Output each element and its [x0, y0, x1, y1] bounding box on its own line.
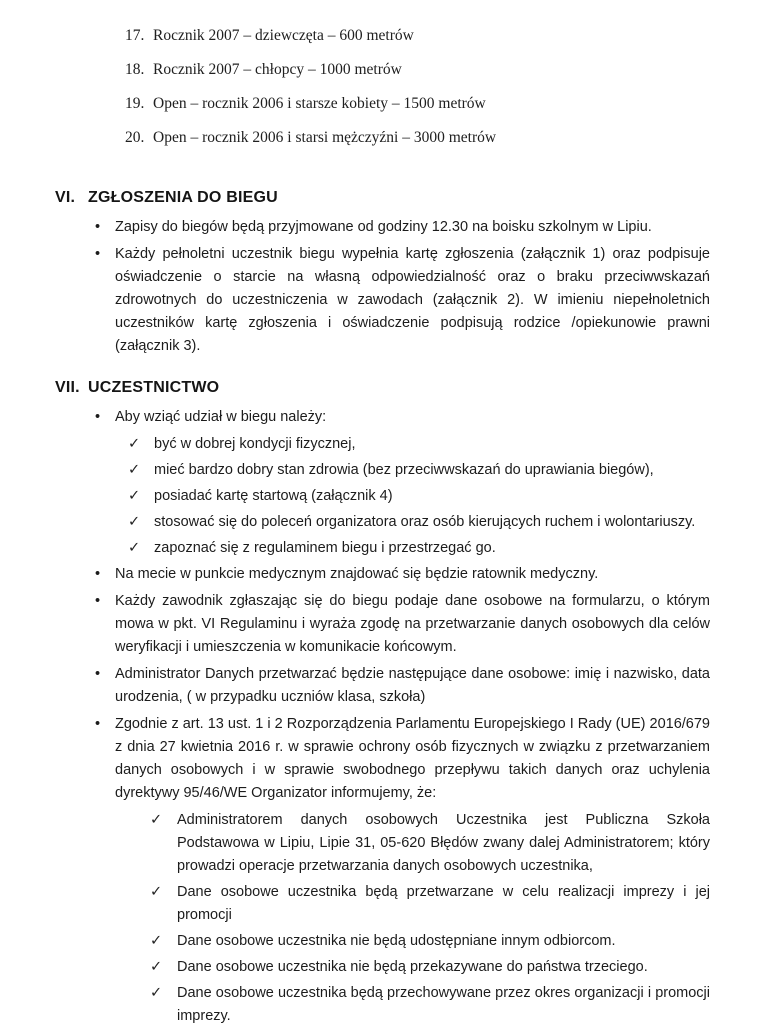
race-distance-list — [125, 0, 761, 148]
bullet-text: Każdy pełnoletni uczestnik biegu wypełnia kartę zgłoszenia (załącznik 1) oraz podpisuje oświadczenie o starcie na własną odpowiedzialność oraz o braku przeciwwskazań zdrowotnych do uczestniczenia w zawodach (załącznik 2). W imieniu niepełnoletnich uczestników kartę zgłoszenia i oświadczenie podpisują rodzice /opiekunowie prawni (załącznik 3). — [115, 246, 710, 354]
bullet-text: Każdy zawodnik zgłaszając się do biegu podaje dane osobowe na formularzu, o którym mowa w pkt. VI Regulaminu i wyraża zgodę na przetwarzanie danych osobowych dla celów weryfikacji i umieszczenia w komunikacie końcowym. — [115, 593, 710, 655]
check-item — [0, 982, 761, 1024]
bullet-icon: • — [95, 566, 101, 582]
section-number: VII. — [55, 379, 80, 396]
list-item-text: Rocznik 2007 – dziewczęta – 600 metrów — [153, 27, 414, 44]
checkmark-icon: ✓ — [128, 462, 141, 478]
check-item — [0, 459, 761, 482]
section-heading — [55, 378, 761, 398]
check-text: być w dobrej kondycji fizycznej, — [154, 436, 356, 452]
check-item — [0, 809, 761, 878]
list-item-text: Open – rocznik 2006 i starsze kobiety – 1500 metrów — [153, 95, 486, 112]
bullet-text: Administrator Danych przetwarzać będzie następujące dane osobowe: imię i nazwisko, data urodzenia, ( w przypadku uczniów klasa, szkoła) — [115, 666, 710, 705]
check-item — [0, 433, 761, 456]
bullet-icon: • — [95, 716, 101, 732]
checkmark-icon: ✓ — [128, 436, 141, 452]
list-item — [125, 60, 761, 80]
check-text: Dane osobowe uczestnika nie będą udostępniane innym odbiorcom. — [177, 933, 616, 949]
list-item — [125, 26, 761, 46]
checkmark-icon: ✓ — [128, 514, 141, 530]
bullet-icon: • — [95, 593, 101, 609]
check-text: Dane osobowe uczestnika będą przechowywane przez okres organizacji i promocji imprezy. — [177, 985, 710, 1024]
section-zgloszenia-do-biegu — [0, 188, 761, 358]
bullet-icon: • — [95, 246, 101, 262]
list-item-number: 20. — [125, 129, 145, 146]
checkmark-icon: ✓ — [150, 959, 163, 975]
check-item — [0, 930, 761, 953]
check-text: Administratorem danych osobowych Uczestnika jest Publiczna Szkoła Podstawowa w Lipiu, Lipie 31, 05-620 Błędów zwany dalej Administratorem; który prowadzi operacje przetwarzania danych osobowych uczestnika, — [177, 812, 710, 874]
check-text: zapoznać się z regulaminem biegu i przestrzegać go. — [154, 540, 496, 556]
bullet-icon: • — [95, 666, 101, 682]
section-heading — [55, 188, 761, 208]
section-body — [0, 406, 761, 1024]
list-item-text: Rocznik 2007 – chłopcy – 1000 metrów — [153, 61, 402, 78]
check-item — [0, 956, 761, 979]
check-text: Dane osobowe uczestnika będą przetwarzane w celu realizacji imprezy i jej promocji — [177, 884, 710, 923]
bullet-item — [0, 713, 761, 805]
check-text: posiadać kartę startową (załącznik 4) — [154, 488, 393, 504]
check-item — [0, 881, 761, 927]
check-text: stosować się do poleceń organizatora oraz osób kierujących ruchem i wolontariuszy. — [154, 514, 696, 530]
section-title: UCZESTNICTWO — [88, 379, 220, 396]
bullet-item — [0, 406, 761, 429]
section-uczestnictwo — [0, 378, 761, 1024]
list-item — [125, 128, 761, 148]
bullet-text: Aby wziąć udział w biegu należy: — [115, 409, 327, 425]
bullet-icon: • — [95, 409, 101, 425]
list-item-text: Open – rocznik 2006 i starsi mężczyźni – 3000 metrów — [153, 129, 497, 146]
list-item — [125, 94, 761, 114]
section-title: ZGŁOSZENIA DO BIEGU — [88, 189, 278, 206]
section-body — [0, 216, 761, 358]
bullet-icon: • — [95, 219, 101, 235]
checkmark-icon: ✓ — [128, 488, 141, 504]
bullet-text: Zgodnie z art. 13 ust. 1 i 2 Rozporządzenia Parlamentu Europejskiego I Rady (UE) 2016/679 z dnia 27 kwietnia 2016 r. w sprawie ochrony osób fizycznych w związku z przetwarzaniem danych osobowych i w sprawie swobodnego przepływu takich danych oraz uchylenia dyrektywy 95/46/WE Organizator informujemy, że: — [115, 716, 710, 801]
check-item — [0, 537, 761, 560]
check-text: mieć bardzo dobry stan zdrowia (bez przeciwwskazań do uprawiania biegów), — [154, 462, 654, 478]
checkmark-icon: ✓ — [150, 985, 163, 1001]
bullet-text: Zapisy do biegów będą przyjmowane od godziny 12.30 na boisku szkolnym w Lipiu. — [115, 219, 652, 235]
bullet-item — [0, 590, 761, 659]
checklist — [0, 433, 761, 560]
checkmark-icon: ✓ — [150, 933, 163, 949]
list-item-number: 17. — [125, 27, 145, 44]
bullet-item — [0, 243, 761, 358]
bullet-item — [0, 663, 761, 709]
check-item — [0, 485, 761, 508]
bullet-text: Na mecie w punkcie medycznym znajdować się będzie ratownik medyczny. — [115, 566, 599, 582]
list-item-number: 19. — [125, 95, 145, 112]
bullet-item — [0, 216, 761, 239]
check-text: Dane osobowe uczestnika nie będą przekazywane do państwa trzeciego. — [177, 959, 648, 975]
checklist-rodo — [0, 809, 761, 1024]
bullet-item — [0, 563, 761, 586]
section-number: VI. — [55, 189, 76, 206]
checkmark-icon: ✓ — [150, 884, 163, 900]
checkmark-icon: ✓ — [150, 812, 163, 828]
check-item — [0, 511, 761, 534]
checkmark-icon: ✓ — [128, 540, 141, 556]
list-item-number: 18. — [125, 61, 145, 78]
